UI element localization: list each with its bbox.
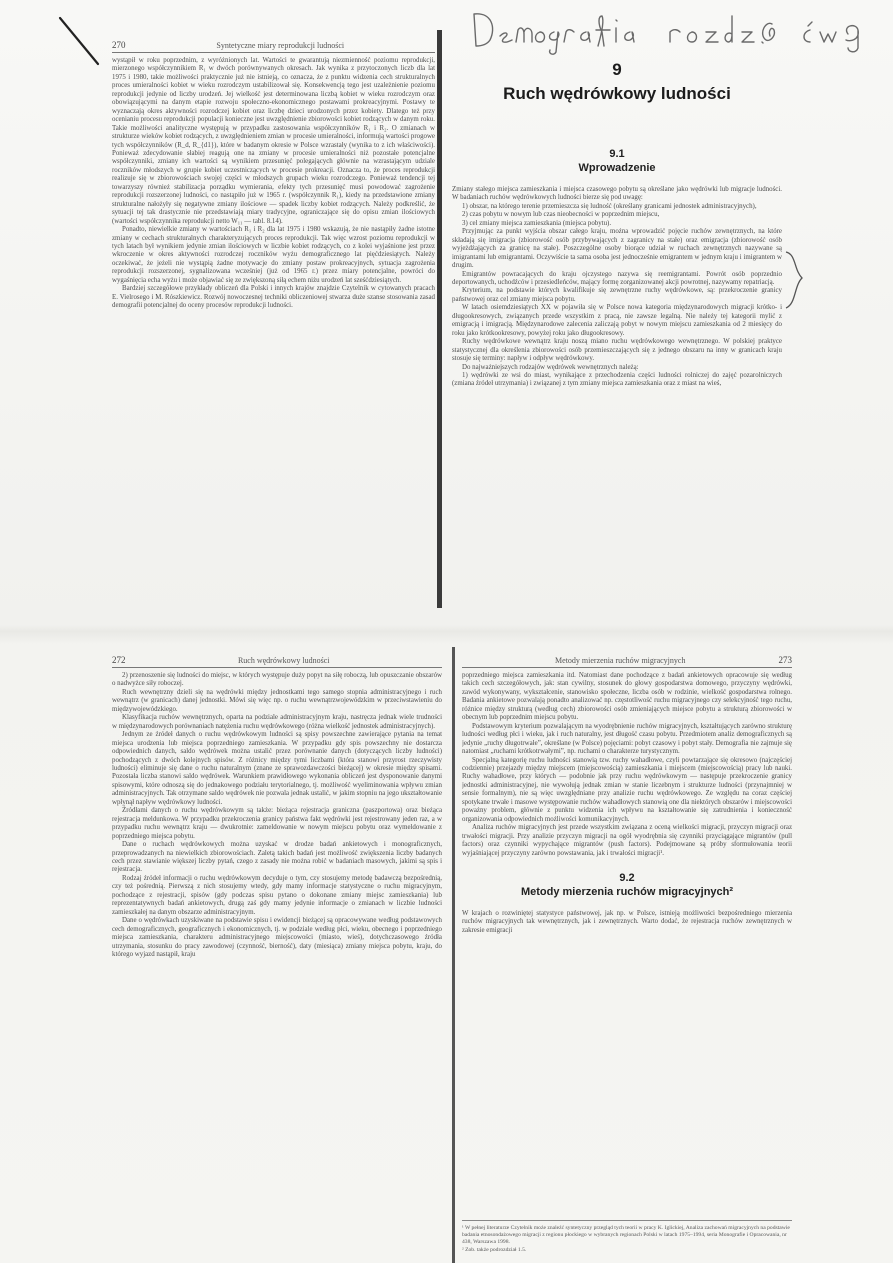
running-head xyxy=(112,40,435,53)
paragraph: W latach osiemdziesiątych XX w pojawiła się w Polsce nowa kategoria międzynarodowych migracji krótko- i długookresowych, związanych przede wszystkim z pracą, nie zawsze legalną. Nie należy tej kategorii mylić z emigracją i imigracją. Międzynarodowe zalecenia zaliczają pobyt w nowym miejscu zamieszkania od 2 miesięcy do roku jako krótkookresowy, powyżej roku jako długookresowy. xyxy=(452,304,782,337)
pen-stroke-mark xyxy=(0,0,110,90)
paragraph: Ruchy wędrówkowe wewnątrz kraju noszą miano ruchu wędrówkowego wewnętrznego. W polskiej praktyce statystycznej dla określenia zbiorowości osób przemieszczających się z jednego obszaru na inny w granicach kraju stosuje się terminy: napływ i odpływ wędrówkowy. xyxy=(452,338,782,363)
paragraph: Klasyfikacja ruchów wewnętrznych, oparta na podziale administracyjnym kraju, nastręcza jednak wiele trudności w międzynarodowych porównaniach natężenia ruchu wędrówkowego (różna wielkość jednostek administracyjnych). xyxy=(112,714,442,730)
paragraph: Specjalną kategorię ruchu ludności stanowią tzw. ruchy wahadłowe, czyli powtarzające się okresowo (najczęściej codziennie) przejazdy między miejscem (miejscowością) zamieszkania i miejscem (miejscowością) pracy lub nauki. Ruchy wahadłowe, przy których — podobnie jak przy ruchu wędrówkowym — następuje przekroczenie granicy jednostki administracyjnej, nie wywołują jednak zmian w stanie liczebnym i strukturze ludności (przynajmniej w sensie formalnym), nie są więc uwzględniane przy analizie ruchu wędrówkowego. Ze względu na coraz częściej spotykane trwałe i masowe występowanie ruchów wahadłowych stanowią one dla niektórych obszarów i miejscowości poważny problem, głównie z punktu widzenia ich wpływu na kształtowanie się zatrudnienia i konieczność organizowania odpowiednich możliwości komunikacyjnych. xyxy=(462,756,792,823)
paragraph: Dane o ruchach wędrówkowych można uzyskać w drodze badań ankietowych i monograficznych, przeprowadzanych na niewielkich zbiorowościach. Zaletą takich badań jest możliwość zwiększenia liczby badanych cech przez stawianie większej liczby pytań, czego z zasady nie można robić w badaniach masowych, jakimi są spis i rejestracja. xyxy=(112,841,442,874)
list-item: 2) czas pobytu w nowym lub czas nieobecności w poprzednim miejscu, xyxy=(462,211,660,219)
body-text xyxy=(462,910,792,935)
footnotes xyxy=(462,1220,792,1255)
page-number: 273 xyxy=(778,655,792,665)
section-number: 9.2 xyxy=(619,871,635,884)
body-text xyxy=(112,672,442,959)
paragraph: Ponadto, niewielkie zmiany w wartościach R₁ i R₂ dla lat 1975 i 1980 wskazują, że nie nastąpiły żadne istotne zmiany w cechach strukturalnych charakteryzujących proces reprodukcji. Tak więc wzrost poziomu reprodukcji w tych latach był wynikiem jedynie zmian ilościowych w liczbie kobiet rodzących, co z kolei wyjaśnione jest przez wkroczenie w okres aktywności rozrodczej roczników wyżu demograficznego lat pięćdziesiątych. Należy oczekiwać, że jeżeli nie wystąpią żadne motywacje do zmiany postaw prokreacyjnych, sytuacja zagrożenia reprodukcji rozszerzonej, sygnalizowana wcześniej (już od 1965 r.) przez miary potencjalne, powróci do wygaśnięcia echa wyżu i może objawiać się ze zwiększoną siłą echem niżu urodzeń lat sześćdziesiątych. xyxy=(112,226,435,284)
running-head-title: Ruch wędrówkowy ludności xyxy=(237,656,330,665)
footnote: ² Zob. także podrozdział 1.5. xyxy=(462,1247,527,1253)
binding-gutter-top xyxy=(437,30,442,608)
running-head xyxy=(462,655,792,668)
body-text xyxy=(112,57,435,311)
paragraph: Ruch wewnętrzny dzieli się na wędrówki między jednostkami tego samego stopnia administracyjnego i ruch wewnątrz (w granicach) danej jednostki. Mówi się więc np. o ruchu wewnątrzwojewódzkim w przeciwstawieniu do międzywojewódzkiego. xyxy=(112,688,442,713)
page-273 xyxy=(462,655,792,1255)
paragraph: Jednym ze źródeł danych o ruchu wędrówkowym ludności są spisy powszechne zawierające pytania na temat miejsca urodzenia lub miejsca poprzedniego zamieszkania. W przypadku gdy spis powszechny nie dostarcza odpowiednich danych, saldo wędrówek można ustalić przez porównanie danych (dotyczących liczby ludności) pochodzących z dwóch kolejnych spisów. Z różnicy między tymi liczbami (która stanowi przyrost rzeczywisty ludności) eliminuje się dane o ruchu naturalnym (znane ze sprawozdawczości bieżącej) w okresie między spisami. Pozostała liczba stanowi saldo wędrówek. Warunkiem prawidłowego wykonania obliczeń jest dysponowanie danymi spisowymi, które odnoszą się do jednakowego podziału terytorialnego, tj. możliwość wyeliminowania wpływu zmian administracyjnych. Tak otrzymane saldo wędrówek nie pozwala jednak ustalić, w jakim stopniu na jego ukształtowanie wpłynął napływ wędrówkowy ludności. xyxy=(112,731,442,806)
paragraph: Podstawowym kryterium pozwalającym na wyodrębnienie ruchów migracyjnych, kształtujących zarówno strukturę ludności według płci i wieku, jak i ruch naturalny, jest długość czasu pobytu. Przedmiotem analiz demograficznych są jedynie „ruchy długotrwałe”, określane (w Polsce) pojęciami: pobyt czasowy i pobyt stały. Demografia nie zajmuje się natomiast „ruchami krótkotrwałymi”, np. ruchami o charakterze turystycznym. xyxy=(462,722,792,756)
chapter-number: 9 xyxy=(612,60,622,79)
paragraph: poprzedniego miejsca zamieszkania itd. Natomiast dane pochodzące z badań ankietowych opracowuje się według takich cech szczegółowych, jak: stan cywilny, stosunek do głowy gospodarstwa domowego, przyczyny wędrówki, zawód wykonywany, wykształcenie, stanowisko społeczne, liczba osób w rodzinie, wielkość gospodarstwa rolnego. Badania ankietowe pozwalają ponadto analizować np. częstotliwość ruchu migracyjnego czy selekcyjność tego ruchu, różnice między strukturą (według cech) zbiorowości osób zmieniających miejsce pobytu a strukturą zbiorowości w obecnym lub poprzednim miejscu pobytu. xyxy=(462,672,792,722)
body-text xyxy=(462,672,792,858)
paragraph: Źródłami danych o ruchu wędrówkowym są także: bieżąca rejestracja graniczna (paszportowa) oraz bieżąca rejestracja meldunkowa. W przypadku przekroczenia granicy państwa fakt wędrówki jest rejestrowany jeden raz, a w przypadku ruchu wewnątrz kraju — dwukrotnie: zameldowanie w nowym miejscu pobytu oraz wymeldowanie z poprzedniego miejsca pobytu. xyxy=(112,807,442,840)
section-title: Wprowadzenie xyxy=(578,162,656,174)
page-271 xyxy=(452,40,782,600)
list-item: 3) cel zmiany miejsca zamieszkania (miejsca pobytu). xyxy=(462,219,612,227)
body-text xyxy=(452,186,782,389)
running-head-title: Syntetyczne miary reprodukcji ludności xyxy=(216,41,345,50)
section-title: Metody mierzenia ruchów migracyjnych² xyxy=(520,885,734,898)
running-head xyxy=(112,655,442,668)
page-number: 270 xyxy=(112,40,126,50)
page-number: 272 xyxy=(112,655,126,665)
paragraph: W krajach o rozwiniętej statystyce państwowej, jak np. w Polsce, istnieją możliwości bezpośredniego mierzenia ruchów migracyjnych tak wewnętrznych, jak i zewnętrznych. Warto dodać, że rejestracja ruchów zewnętrznych w zakresie emigracji xyxy=(462,909,792,934)
handwritten-brace-mark xyxy=(782,248,812,312)
binding-gutter-bottom xyxy=(452,647,455,1263)
paragraph: Analiza ruchów migracyjnych jest przede wszystkim związana z oceną wielkości migracji, przyczyn migracji oraz trwałości migracji. Przy analizie przyczyn migracji na ogół wyodrębnia się czynniki przyciągające migrantów (pull factors) oraz czynniki wypychające migrantów (push factors). Podejmowane są próby sformułowania teorii wyjaśniającej przyczyny zarówno powstawania, jak i trwałości migracji¹. xyxy=(462,824,792,857)
list-item: 1) wędrówki ze wsi do miast, wynikające z przechodzenia części ludności rolniczej do zajęć pozarolniczych (zmiana źródeł utrzymania) i związanej z tym zmiany miejsca zamieszkania oraz z miast na wieś, xyxy=(452,371,782,388)
list-item: 1) obszar, na którego terenie przemieszcza się ludność (określany granicami jednostek administracyjnych), xyxy=(462,202,757,210)
paragraph: Do najważniejszych rodzajów wędrówek wewnętrznych należą: xyxy=(462,363,639,371)
running-head-title: Metody mierzenia ruchów migracyjnych xyxy=(555,656,686,665)
paragraph: Kryterium, na podstawie których kwalifikuje się zewnętrzne ruchy wędrówkowe, są: przekroczenie granicy państwowej oraz cel zmiany miejsca pobytu. xyxy=(452,287,782,303)
page-270 xyxy=(112,40,435,600)
chapter-title: Ruch wędrówkowy ludności xyxy=(503,84,731,103)
list-item: 2) przenoszenie się ludności do miejsc, w których występuje duży popyt na siłę roboczą, lub opuszczanie obszarów o nadwyżce siły roboczej. xyxy=(112,672,442,688)
paragraph: Zmiany stałego miejsca zamieszkania i miejsca czasowego pobytu są określane jako wędrówki lub migracje ludności. W badaniach ruchów wędrówkowych ludności bierze się pod uwagę: xyxy=(452,186,782,202)
paragraph: Bardziej szczegółowe przykłady obliczeń dla Polski i innych krajów znajdzie Czytelnik w cytowanych pracach E. Vielrosego i M. Rószkiewicz. Rozwój nowoczesnej techniki obliczeniowej stwarza duże szanse stosowania zasad demografii potencjalnej do oceny procesów reprodukcji ludności. xyxy=(112,285,435,310)
paragraph: wystąpił w roku poprzednim, z wyróżnionych lat. Wartości te gwarantują niezmienność poziomu reprodukcji, mierzonego współczynnikiem R₁ w dwóch porównywanych okresach. Jak wynika z przytoczonych liczb dla lat 1975 i 1980, takie możliwości praktycznie już nie istnieją, co oznacza, że z punktu widzenia cech strukturalnych proces umieralności kobiet w wieku rozrodczym ustabilizował się. Konsekwencją tego jest uzależnienie poziomu reprodukcji jedynie od liczby urodzeń. Jej wielkość jest determinowana liczbą kobiet w wieku rozrodczym oraz obowiązującymi na danym etapie rozwoju społeczno-ekonomicznego postawami prokreacyjnymi. Postawy te wyznaczają okres aktywności rozrodczej kobiet oraz liczbę dzieci urodzonych przez kobiety. Dlatego też przy ocenianiu procesu reprodukcji populacji konieczne jest uwzględnienie zbiorowości kobiet rodzących w danym roku. Takie możliwości analityczne występują w przypadku zastosowania współczynników R₁ i R₂. O zmianach w strukturze wieków kobiet rodzących, z uwzględnieniem zmian w procesie umieralności, informują wartości progowe tych współczynników (R_d, R_{d1}), które w badanym okresie w Polsce wzrastały (wynika to z ich właściwości). Ponieważ zdecydowanie słabiej reagują one na zmiany w procesie umieralności niż pozostałe potencjalne współczynniki, zmiany ich wartości są wynikiem przesunięć polegających głównie na wzrastającym udziale roczników młodszych w grupie kobiet uczestniczących w procesie prokreacji. Oznacza to, że proces reprodukcji realizuje się w zbiorowościach swojej części w młodszych grupach wieku rozrodczego. Ponieważ tendencji tej towarzyszy również stabilizacja porządku wymierania, efekty tych przesunięć musi powodować zagrożenie reprodukcji rozszerzonej ludności, co nastąpiło już w 1965 r. (współczynnik R₁), kiedy na przedstawione zmiany strukturalne nałożyły się negatywne zmiany ilościowe — spadek liczby kobiet rodzących. Należy podkreślić, że sytuacji tej tak drastycznie nie przedstawiają miary tradycyjne, ograniczające się do opisu zmian ilościowych (wartości współczynnika reprodukcji netto W₁₁ — tabl. 8.14). xyxy=(112,57,435,225)
page-272 xyxy=(112,655,442,1255)
paragraph: Rodzaj źródeł informacji o ruchu wędrówkowym decyduje o tym, czy stosujemy metodę badawczą bezpośrednią, czy też pośrednią. Pierwszą z nich stosujemy wtedy, gdy mamy informacje statystyczne o ruchu migracyjnym, pochodzące z rejestracji, spisów (gdy podczas spisu pytano o dokonane zmiany miejsc zamieszkania) lub reprezentatywnych badań ankietowych, drugą zaś gdy mamy jedynie informacje o zmianach w liczbie ludności zamieszkałej na danym obszarze administracyjnym. xyxy=(112,874,442,916)
section-number: 9.1 xyxy=(609,148,625,160)
paragraph: Emigrantów powracających do kraju ojczystego nazywa się reemigrantami. Powrót osób poprzednio deportowanych, uchodźców i przesiedleńców, mający formę zorganizowanej akcji powrotnej, nazywamy repatriacją. xyxy=(452,270,782,286)
footnote: ¹ W pełnej literaturze Czytelnik może znaleźć syntetyczny przegląd tych teorii w pracy K. Iglickiej, Analiza zachowań migracyjnych na podstawie badania etnosondażowego migracji z regionu płockiego w wybranych regionach Polski w latach 1975–1994, seria Monografie i Opracowania, nr 438, Warszawa 1998. xyxy=(462,1225,790,1245)
paragraph: Przyjmując za punkt wyjścia obszar całego kraju, można wprowadzić pojęcie ruchów zewnętrznych, na które składają się imigracja (zbiorowość osób przybywających z zagranicy na stałe) oraz emigracja (zbiorowość osób wyjeżdżających za granicę na stałe). Poszczególne osoby biorące udział w ruchach zewnętrznych nazywane są imigrantami lub emigrantami. Oczywiście ta sama osoba jest jednocześnie emigrantem w jednym kraju i imigrantem w drugim. xyxy=(452,228,782,270)
paragraph: Dane o wędrówkach uzyskiwane na podstawie spisu i ewidencji bieżącej są opracowywane według podstawowych cech demograficznych, geograficznych i ekonomicznych, tj. w podziale według płci, wieku, obecnego i poprzedniego miejsca zamieszkania, charakteru administracyjnego miejscowości (miasto, wieś), dotychczasowego źródła utrzymania, stosunku do pracy zawodowej (czynność, bierność), daty (miesiąca) zmiany miejsca pobytu, kraju, do którego wyjazd nastąpił, kraju xyxy=(112,917,442,958)
